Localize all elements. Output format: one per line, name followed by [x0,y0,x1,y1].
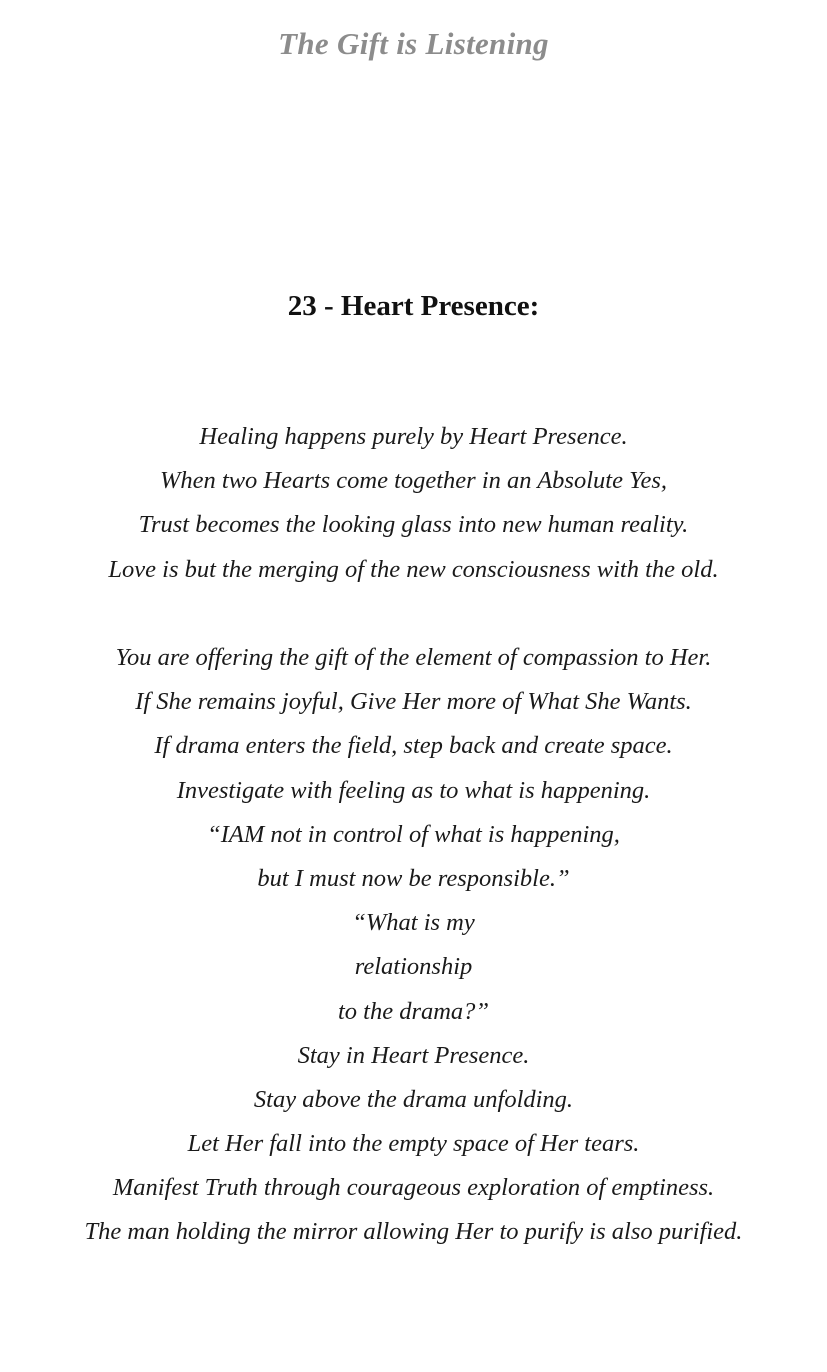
poem-line: “IAM not in control of what is happening, [207,820,620,848]
poem-line: “What is my [352,909,475,937]
poem-line: If She remains joyful, Give Her more of What She Wants. [135,688,692,716]
poem-line: Let Her fall into the empty space of Her tears. [187,1130,640,1158]
poem-line: Stay above the drama unfolding. [253,1085,574,1113]
poem-line: When two Hearts come together in an Absolute Yes, [160,467,667,495]
poem-line: to the drama?” [337,997,490,1025]
poem-line: Investigate with feeling as to what is happening. [176,776,651,804]
poem-line: relationship [354,953,473,981]
poem-line: Stay in Heart Presence. [297,1041,530,1069]
poem-stanza-2 [0,636,827,1255]
poem-line: Trust becomes the looking glass into new human reality. [138,511,689,539]
running-header-title: The Gift is Listening [278,26,549,61]
poem-line: but I must now be responsible.” [257,864,570,892]
poem-line: Love is but the merging of the new consciousness with the old. [108,555,719,583]
poem-line: Manifest Truth through courageous exploration of emptiness. [112,1174,715,1202]
poem-line: You are offering the gift of the element of compassion to Her. [115,644,712,671]
poem-line: Healing happens purely by Heart Presence. [199,423,628,450]
poem-line: If drama enters the field, step back and create space. [154,732,673,760]
chapter-heading: 23 - Heart Presence: [287,290,540,322]
poem-line: The man holding the mirror allowing Her to purify is also purified. [84,1218,743,1246]
poem-stanza-1 [0,415,827,592]
